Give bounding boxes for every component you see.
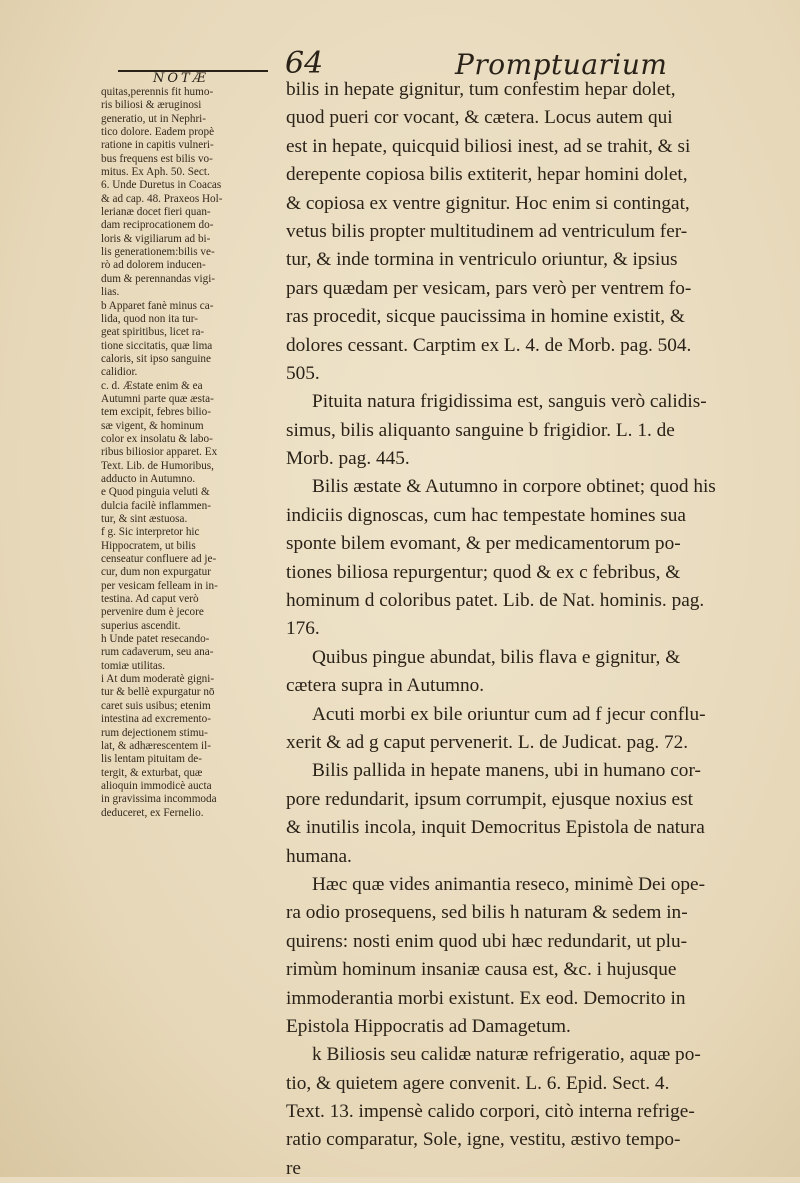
note-line: deduceret, ex Fernelio.	[101, 806, 204, 819]
text-line: immoderantia morbi existunt. Ex eod. Democrito in	[286, 987, 686, 1009]
note-line: adducto in Autumno.	[101, 472, 196, 485]
text-line: 505.	[286, 362, 320, 384]
note-line: per vesicam felleam in in-	[101, 579, 218, 592]
text-line: Bilis pallida in hepate manens, ubi in humano cor-	[312, 760, 701, 782]
note-line: rum cadaverum, seu ana-	[101, 646, 214, 659]
marginal-notes-column	[101, 86, 283, 820]
note-line: lis generationem:bilis ve-	[101, 246, 215, 259]
note-line: bus frequens est bilis vo-	[101, 152, 213, 165]
note-line: tico dolore. Eadem propè	[101, 126, 215, 139]
text-line: quirens: nosti enim quod ubi hæc redundarit, ut plu-	[286, 930, 688, 952]
note-line: generatio, ut in Nephri-	[101, 112, 207, 125]
text-line: Epistola Hippocratis ad Damagetum.	[286, 1015, 571, 1037]
note-line: Autumni parte quæ æsta-	[101, 392, 214, 405]
note-line: superius ascendit.	[101, 619, 181, 632]
note-line: alioquin immodicè aucta	[101, 779, 212, 792]
note-line: lat, & adhærescentem il-	[101, 739, 211, 752]
note-line: in gravissima incommoda	[101, 793, 217, 806]
note-line: b Apparet fanè minus ca-	[101, 299, 214, 312]
text-line: pars quædam per vesicam, pars verò per ventrem fo-	[286, 277, 692, 299]
note-line: pervenire dum è jecore	[101, 606, 204, 619]
text-line: tio, & quietem agere convenit. L. 6. Epid. Sect. 4.	[286, 1072, 670, 1094]
text-line: Bilis æstate & Autumno in corpore obtinet; quod his	[312, 476, 716, 498]
note-line: Text. Lib. de Humoribus,	[101, 459, 214, 472]
text-line: pore redundarit, ipsum corrumpit, ejusque noxius est	[286, 788, 693, 810]
text-line: 176.	[286, 618, 320, 640]
note-line: c. d. Æstate enim & ea	[101, 379, 203, 392]
main-text-column	[286, 76, 794, 1183]
text-line: re	[286, 1157, 301, 1179]
note-line: loris & vigiliarum ad bi-	[101, 232, 211, 245]
note-line: lis lentam pituitam de-	[101, 753, 202, 766]
notes-heading: NOTÆ	[153, 71, 209, 86]
note-line: geat spiritibus, licet ra-	[101, 326, 205, 339]
text-line: ratio comparatur, Sole, igne, vestitu, æstivo tempo-	[286, 1129, 681, 1151]
note-line: f g. Sic interpretor hic	[101, 526, 200, 539]
note-line: ribus biliosior apparet. Ex	[101, 446, 218, 459]
note-line: e Quod pinguia veluti &	[101, 486, 210, 499]
note-line: dum & perennandas vigi-	[101, 272, 216, 285]
note-line: tione siccitatis, quæ lima	[101, 339, 213, 352]
text-line: Text. 13. impensè calido corpori, citò interna refrige-	[286, 1101, 695, 1123]
text-line: k Biliosis seu calidæ naturæ refrigeratio, aquæ po-	[312, 1044, 701, 1066]
text-line: quod pueri cor vocant, & cætera. Locus autem qui	[286, 107, 673, 129]
note-line: ris biliosi & æruginosi	[101, 99, 202, 112]
note-line: caloris, sit ipso sanguine	[101, 352, 211, 365]
note-line: censeatur confluere ad je-	[101, 553, 217, 566]
note-line: mitus. Ex Aph. 50. Sect.	[101, 166, 210, 179]
note-line: dulcia facilè inflammen-	[101, 499, 211, 512]
note-line: lida, quod non ita tur-	[101, 312, 199, 325]
text-line: Hæc quæ vides animantia reseco, minimè Dei ope-	[312, 873, 706, 895]
text-line: & copiosa ex ventre gignitur. Hoc enim si contingat,	[286, 192, 690, 214]
note-line: tur, & sint æstuosa.	[101, 513, 188, 525]
text-line: Acuti morbi ex bile oriuntur cum ad f jecur conflu-	[312, 703, 706, 725]
text-line: Pituita natura frigidissima est, sanguis verò calidis-	[312, 391, 707, 413]
note-line: tomiæ utilitas.	[101, 659, 166, 672]
text-line: dolores cessant. Carptim ex L. 4. de Morb. pag. 504.	[286, 334, 692, 356]
note-line: intestina ad excremento-	[101, 713, 211, 726]
text-line: cætera supra in Autumno.	[286, 675, 485, 697]
note-line: rum dejectionem stimu-	[101, 726, 208, 739]
text-line: xerit & ad g caput pervenerit. L. de Judicat. pag. 72.	[286, 731, 689, 753]
note-line: i At dum moderatè gigni-	[101, 673, 215, 686]
text-line: vetus bilis propter multitudinem ad ventriculum fer-	[286, 220, 688, 242]
note-line: lerianæ docet fieri quan-	[101, 206, 211, 219]
note-line: lias.	[101, 286, 120, 299]
note-line: rò ad dolorem inducen-	[101, 259, 206, 272]
text-line: & inutilis incola, inquit Democritus Epistola de natura	[286, 817, 705, 839]
text-line: tur, & inde tormina in ventriculo oriuntur, & ipsius	[286, 249, 678, 271]
text-line: Morb. pag. 445.	[286, 448, 410, 470]
note-line: tur & bellè expurgatur nō	[101, 686, 215, 699]
running-title: Promptuarium	[455, 48, 668, 81]
text-line: hominum d coloribus patet. Lib. de Nat. hominis. pag.	[286, 590, 705, 612]
note-line: testina. Ad caput verò	[101, 593, 199, 606]
note-line: calidior.	[101, 366, 138, 379]
note-line: 6. Unde Duretus in Coacas	[101, 179, 222, 192]
note-line: Hippocratem, ut bilis	[101, 539, 196, 552]
text-line: ra odio prosequens, sed bilis h naturam & sedem in-	[286, 902, 688, 924]
note-line: h Unde patet resecando-	[101, 633, 210, 646]
page-number: 64	[285, 46, 324, 81]
text-line: sponte bilem evomant, & per medicamentorum po-	[286, 533, 681, 555]
text-line: humana.	[286, 845, 352, 867]
note-line: ratione in capitis vulneri-	[101, 139, 214, 152]
note-line: cur, dum non expurgatur	[101, 566, 211, 579]
text-line: ras procedit, sicque paucissima in homine existit, &	[286, 306, 685, 328]
text-line: tiones biliosa repurgentur; quod & ex c febribus, &	[286, 561, 681, 583]
text-line: est in hepate, quicquid biliosi inest, ad se trahit, & si	[286, 135, 691, 157]
note-line: sæ vigent, & hominum	[101, 419, 204, 432]
note-line: quitas,perennis fit humo-	[101, 86, 214, 98]
text-line: simus, bilis aliquanto sanguine b frigidior. L. 1. de	[286, 419, 675, 441]
text-line: rimùm hominum insaniæ causa est, &c. i hujusque	[286, 959, 677, 981]
text-line: Quibus pingue abundat, bilis flava e gignitur, &	[312, 646, 681, 668]
note-line: caret suis usibus; etenim	[101, 699, 211, 712]
note-line: & ad cap. 48. Praxeos Hol-	[101, 192, 223, 205]
text-line: indiciis dignoscas, cum hac tempestate homines sua	[286, 504, 686, 526]
note-line: color ex insolatu & labo-	[101, 432, 213, 445]
note-line: dam reciprocationem do-	[101, 219, 214, 232]
text-line: bilis in hepate gignitur, tum confestim hepar dolet,	[286, 79, 676, 100]
note-line: tergit, & exturbat, quæ	[101, 766, 203, 779]
text-line: derepente copiosa bilis extiterit, hepar homini dolet,	[286, 164, 688, 186]
note-line: tem excipit, febres bilio-	[101, 406, 211, 419]
